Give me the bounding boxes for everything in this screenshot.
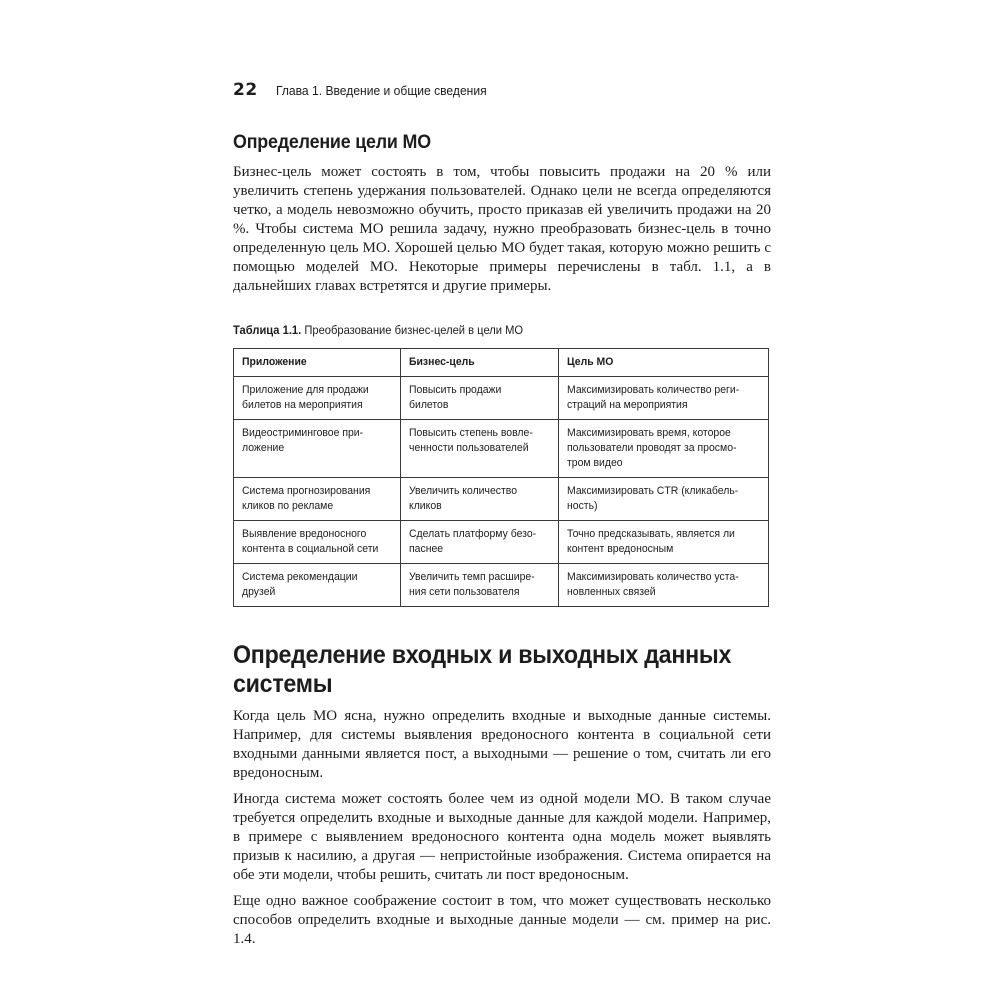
paragraph-io-3: Еще одно важное соображение состоит в том, что может существовать несколько способов определить входные и выходные данные модели — см. пример на рис. 1.4. [233, 893, 771, 947]
table-cell: Видеостриминговое при- ложение [234, 420, 401, 478]
table-cell: Система прогнозирования кликов по рекламе [234, 478, 401, 521]
table-cell: Максимизировать количество уста- новленных связей [559, 564, 769, 607]
section-title-io-line1: Определение входных и выходных данных [233, 641, 732, 669]
section-title-io [233, 641, 733, 699]
table-header-cell: Цель МО [559, 349, 769, 377]
table-row [234, 521, 769, 564]
table-cell: Сделать платформу безо- паснее [400, 521, 559, 564]
goals-table [233, 348, 769, 607]
table-cell: Приложение для продажи билетов на мероприятия [234, 377, 401, 420]
paragraph-ml-goal: Бизнес-цель может состоять в том, чтобы повысить продажи на 20 % или увеличить степень удержания пользователей. Однако цели не всегда определяются четко, а модель невозможно обучить, просто приказав ей увеличить продажи на 20 %. Чтобы система МО решила задачу, нужно преобразовать бизнес-цель в точно определенную цель МО. Хорошей целью МО будет такая, которую можно решить с помощью моделей МО. Некоторые примеры перечислены в табл. 1.1, а в дальнейших главах встретятся и другие примеры. [233, 164, 771, 294]
table-header-cell: Приложение [234, 349, 401, 377]
table-row [234, 420, 769, 478]
section-title-ml-goal: Определение цели МО [233, 132, 431, 153]
table-caption-text: Преобразование бизнес-целей в цели МО [304, 323, 524, 337]
table-cell: Повысить продажи билетов [400, 377, 559, 420]
table-caption-label: Таблица 1.1. [233, 323, 302, 337]
table-cell: Точно предсказывать, является ли контент вредоносным [559, 521, 769, 564]
table-cell: Максимизировать CTR (кликабель- ность) [559, 478, 769, 521]
page-header [233, 80, 773, 100]
table-cell: Выявление вредоносного контента в социальной сети [234, 521, 401, 564]
table-caption [233, 323, 733, 337]
table-row [234, 564, 769, 607]
table-cell: Повысить степень вовле- ченности пользователей [400, 420, 559, 478]
table-header-row [234, 349, 769, 377]
table-cell: Увеличить количество кликов [400, 478, 559, 521]
table-header-cell: Бизнес-цель [400, 349, 559, 377]
table-cell: Система рекомендации друзей [234, 564, 401, 607]
table-cell: Увеличить темп расшире- ния сети пользователя [400, 564, 559, 607]
table-cell: Максимизировать время, которое пользователи проводят за просмо- тром видео [559, 420, 769, 478]
page-number: 22 [233, 80, 258, 100]
table-row [234, 478, 769, 521]
paragraph-io-1: Когда цель МО ясна, нужно определить входные и выходные данные системы. Например, для системы выявления вредоносного контента в социальной сети входными данными является пост, а выходными — решение о том, считать ли его вредоносным. [233, 708, 771, 781]
table-row [234, 377, 769, 420]
table-cell: Максимизировать количество реги- страций на мероприятия [559, 377, 769, 420]
section-title-io-line2: системы [233, 670, 333, 698]
page-content [233, 132, 771, 949]
running-head: Глава 1. Введение и общие сведения [275, 83, 487, 98]
paragraph-io-2: Иногда система может состоять более чем из одной модели МО. В таком случае требуется определить входные и выходные данные для каждой модели. Например, в примере с выявлением вредоносного контента одна модель может выявлять призыв к насилию, а другая — непристойные изображения. Система опирается на обе эти модели, чтобы решить, считать ли пост вредоносным. [233, 791, 771, 883]
